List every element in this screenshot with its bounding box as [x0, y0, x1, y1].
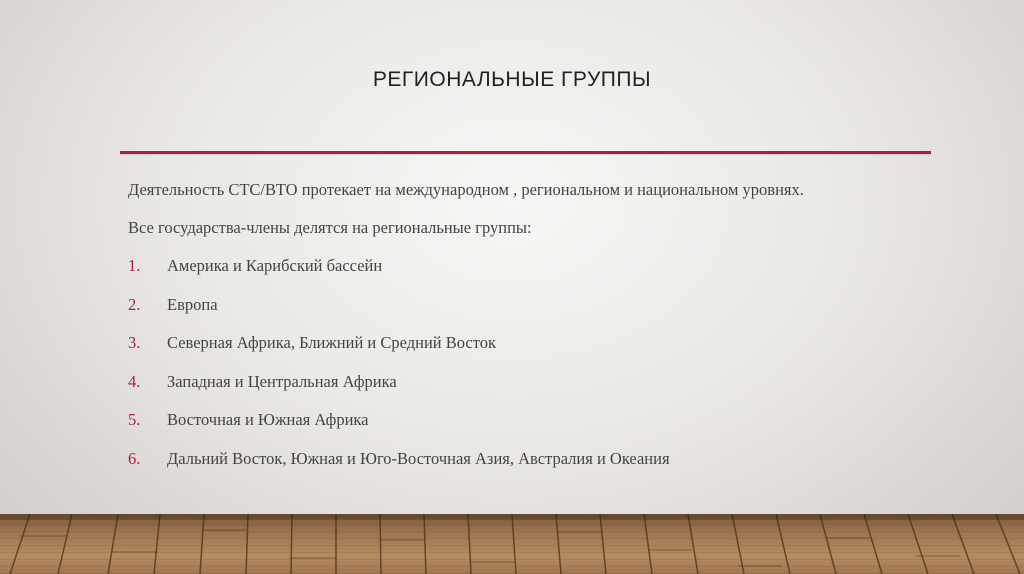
- intro-paragraph: Деятельность СТС/ВТО протекает на международном , региональном и национальном уровнях.: [128, 180, 804, 199]
- list-number: 4.: [128, 371, 141, 391]
- slide-body: [128, 178, 948, 486]
- list-item-text: Америка и Карибский бассейн: [167, 256, 383, 275]
- groups-intro-paragraph: Все государства-члены делятся на региональные группы:: [128, 218, 532, 237]
- list-number: 2.: [128, 294, 141, 314]
- list-item-text: Западная и Центральная Африка: [167, 371, 397, 391]
- list-number: 1.: [128, 256, 141, 275]
- list-item-text: Восточная и Южная Африка: [167, 410, 369, 430]
- wood-floor-decoration: [0, 514, 1024, 574]
- list-item-text: Северная Африка, Ближний и Средний Восток: [167, 333, 496, 353]
- list-number: 5.: [128, 410, 141, 430]
- list-item: [128, 408, 948, 447]
- list-item-text: Дальний Восток, Южная и Юго-Восточная Азия, Австралия и Океания: [167, 448, 670, 468]
- slide-title: РЕГИОНАЛЬНЫЕ ГРУППЫ: [372, 68, 652, 91]
- list-item: [128, 293, 948, 332]
- list-number: 3.: [128, 333, 141, 353]
- list-item: [128, 331, 948, 370]
- floor-planks: [0, 514, 1024, 574]
- list-item: [128, 370, 948, 409]
- title-divider: [120, 151, 931, 154]
- list-item: [128, 254, 948, 293]
- regional-groups-list: [128, 254, 948, 486]
- list-number: 6.: [128, 448, 141, 468]
- list-item-text: Европа: [167, 294, 218, 314]
- list-item: [128, 447, 948, 486]
